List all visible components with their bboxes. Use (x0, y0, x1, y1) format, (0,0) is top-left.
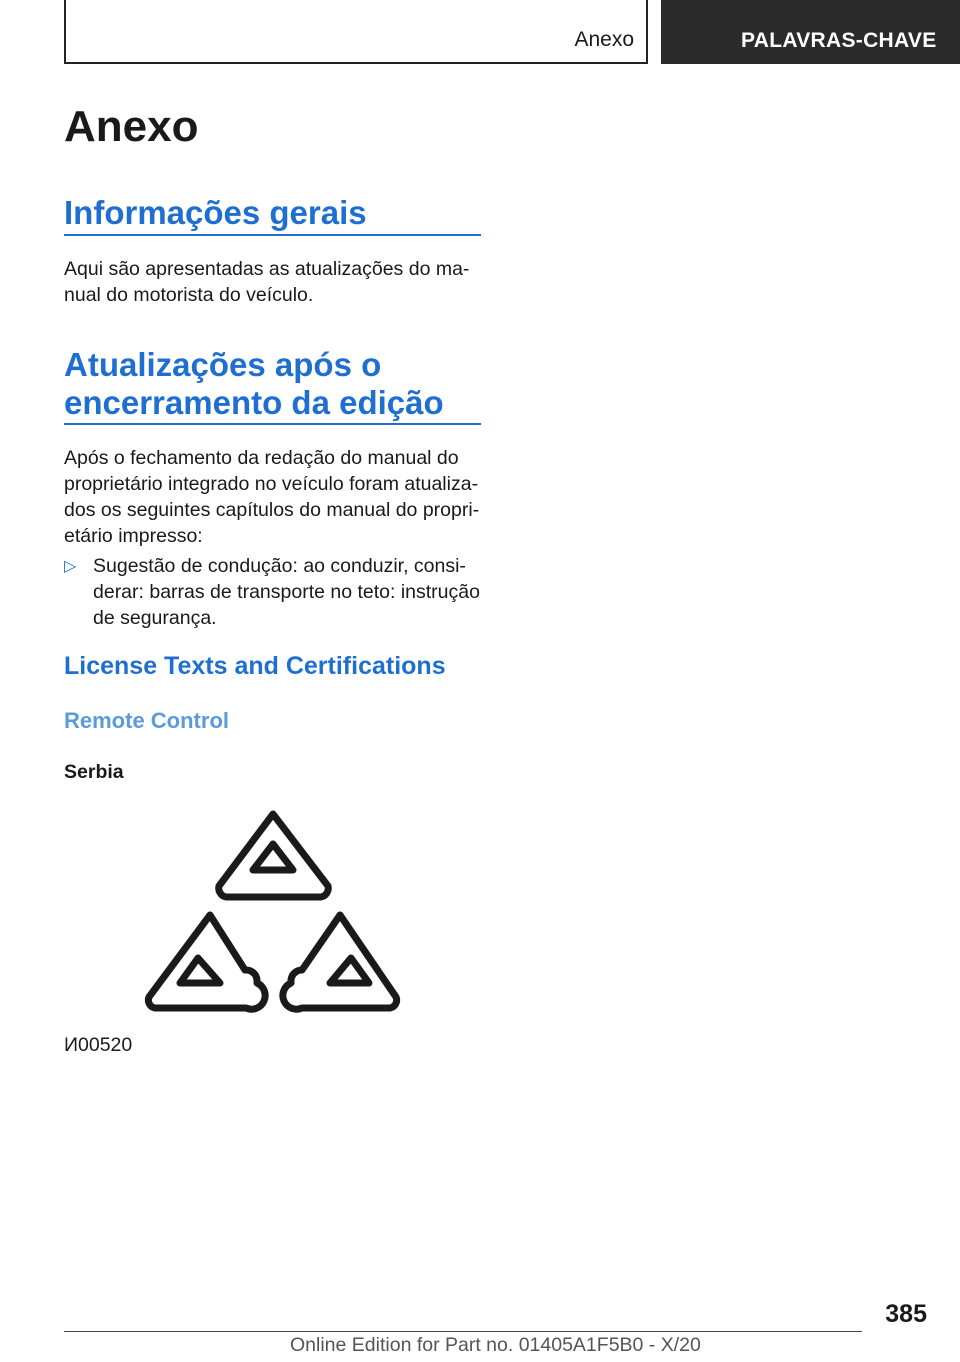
title-line: Atualizações após o (64, 346, 382, 383)
chapter-title: Anexo (64, 102, 199, 151)
tab-palavras-chave[interactable] (661, 0, 960, 64)
page-number: 385 (885, 1300, 927, 1328)
body-line: dos os seguintes capítulos do manual do propri‐ (64, 499, 480, 521)
subsection-title-remote-control: Remote Control (64, 708, 229, 733)
header-breadcrumb-box (64, 0, 648, 64)
section1-body (64, 256, 481, 308)
footer-edition-text: Online Edition for Part no. 01405A1F5B0 - X/20 (290, 1334, 701, 1356)
country-heading: Serbia (64, 761, 124, 783)
section-title-license-texts: License Texts and Certifications (64, 652, 446, 680)
header-breadcrumb[interactable]: Anexo (574, 28, 634, 51)
section-divider (64, 423, 481, 425)
section-title-atualizacoes (64, 346, 444, 422)
serbian-conformity-triangles-icon (140, 800, 410, 1020)
title-line: encerramento da edição (64, 384, 444, 421)
bullet-line: de segurança. (93, 607, 217, 629)
body-line: nual do motorista do veículo. (64, 284, 314, 306)
body-line: Após o fechamento da redação do manual do (64, 447, 459, 469)
body-line: Aqui são apresentadas as atualizações do ma‐ (64, 258, 470, 280)
body-line: etário impresso: (64, 525, 203, 547)
tab-palavras-chave-label: PALAVRAS-CHAVE (741, 29, 937, 52)
section-title-informacoes-gerais: Informações gerais (64, 194, 367, 231)
section-divider (64, 234, 481, 236)
bullet-triangle-icon: ▷ (64, 558, 77, 575)
section2-body (64, 445, 481, 549)
bullet-line: Sugestão de condução: ao conduzir, consi‐ (93, 555, 466, 577)
footer-divider (64, 1331, 862, 1332)
body-line: proprietário integrado no veículo foram atualiza‐ (64, 473, 479, 495)
bullet-line: derar: barras de transporte no teto: instrução (93, 581, 480, 603)
bullet-item (93, 553, 483, 631)
figure-code: И00520 (64, 1034, 133, 1056)
